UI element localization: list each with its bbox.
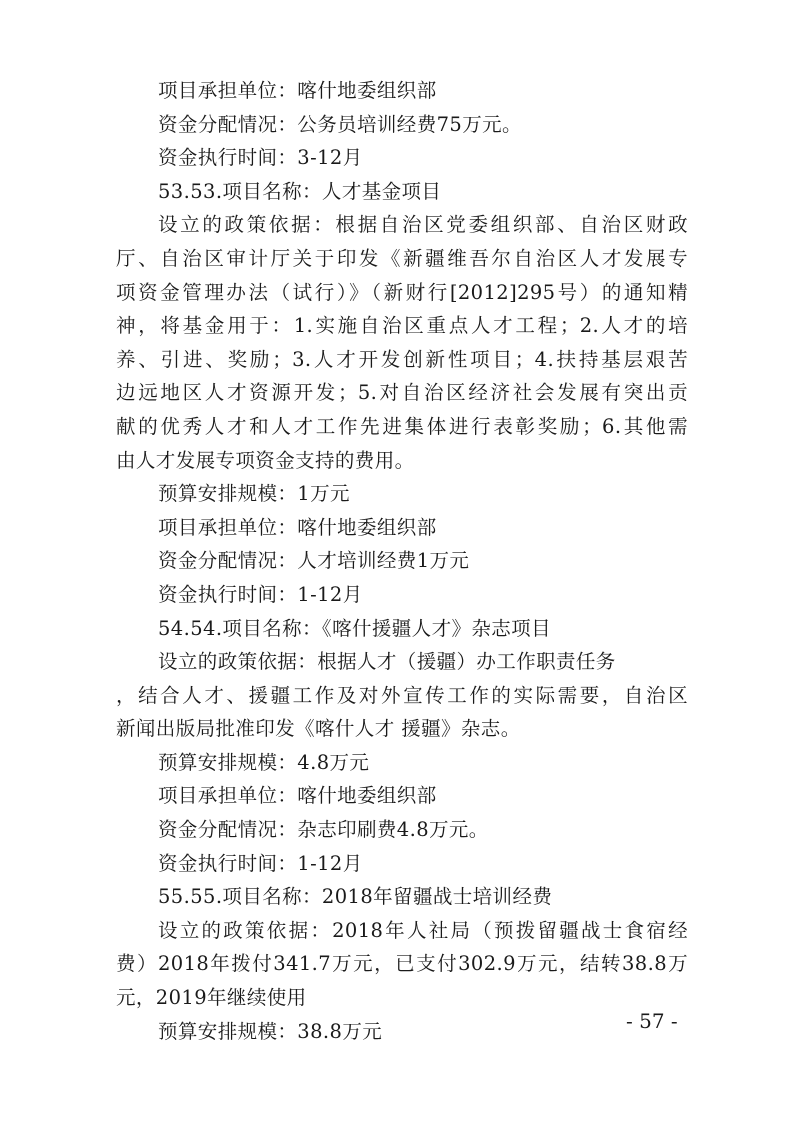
text-line: 资金执行时间：1-12月 — [158, 582, 363, 606]
text-line: 预算安排规模：1万元 — [158, 482, 350, 506]
text-line: 资金分配情况：公务员培训经费75万元。 — [158, 112, 522, 136]
text-line: 资金分配情况：人才培训经费1万元 — [158, 549, 470, 573]
text-line: 神，将基金用于：1.实施自治区重点人才工程；2.人才的培 — [116, 314, 688, 338]
text-line: 设立的政策依据：根据自治区党委组织部、自治区财政 — [158, 213, 688, 237]
text-line: 预算安排规模：38.8万元 — [158, 1019, 383, 1043]
text-line: 资金分配情况：杂志印刷费4.8万元。 — [158, 818, 489, 842]
text-line: 设立的政策依据：2018年人社局（预拨留疆战士食宿经 — [158, 918, 688, 942]
text-line: 养、引进、奖励；3.人才开发创新性项目；4.扶持基层艰苦 — [116, 347, 688, 371]
text-line: 厅、自治区审计厅关于印发《新疆维吾尔自治区人才发展专 — [116, 246, 688, 270]
page-number: - 57 - — [626, 1009, 678, 1033]
text-line: 项目承担单位：喀什地委组织部 — [158, 784, 437, 808]
text-line: 由人才发展专项资金支持的费用。 — [116, 448, 415, 472]
text-line: 项资金管理办法（试行）》（新财行[2012]295号）的通知精 — [116, 280, 688, 304]
text-line: 资金执行时间：3-12月 — [158, 146, 363, 170]
text-line: 元，2019年继续使用 — [116, 986, 307, 1010]
text-line: 费）2018年拨付341.7万元，已支付302.9万元，结转38.8万 — [116, 952, 688, 976]
text-line: 项目承担单位：喀什地委组织部 — [158, 515, 437, 539]
section-heading: 54.54.项目名称：《喀什援疆人才》杂志项目 — [158, 616, 551, 640]
text-line: 预算安排规模：4.8万元 — [158, 750, 370, 774]
section-heading: 53.53.项目名称：人才基金项目 — [158, 179, 442, 203]
text-line: 设立的政策依据：根据人才（援疆）办工作职责任务 — [158, 650, 616, 674]
document-body — [116, 74, 688, 1048]
text-line: 资金执行时间：1-12月 — [158, 851, 363, 875]
section-heading: 55.55.项目名称：2018年留疆战士培训经费 — [158, 885, 553, 909]
text-line: 项目承担单位：喀什地委组织部 — [158, 79, 437, 102]
text-line: 新闻出版局批准印发《喀什人才 援疆》杂志。 — [116, 717, 521, 741]
text-line: 献的优秀人才和人才工作先进集体进行表彰奖励；6.其他需 — [116, 414, 688, 438]
text-line: ，结合人才、援疆工作及对外宣传工作的实际需要，自治区 — [116, 683, 688, 707]
text-line: 边远地区人才资源开发；5.对自治区经济社会发展有突出贡 — [116, 381, 688, 405]
